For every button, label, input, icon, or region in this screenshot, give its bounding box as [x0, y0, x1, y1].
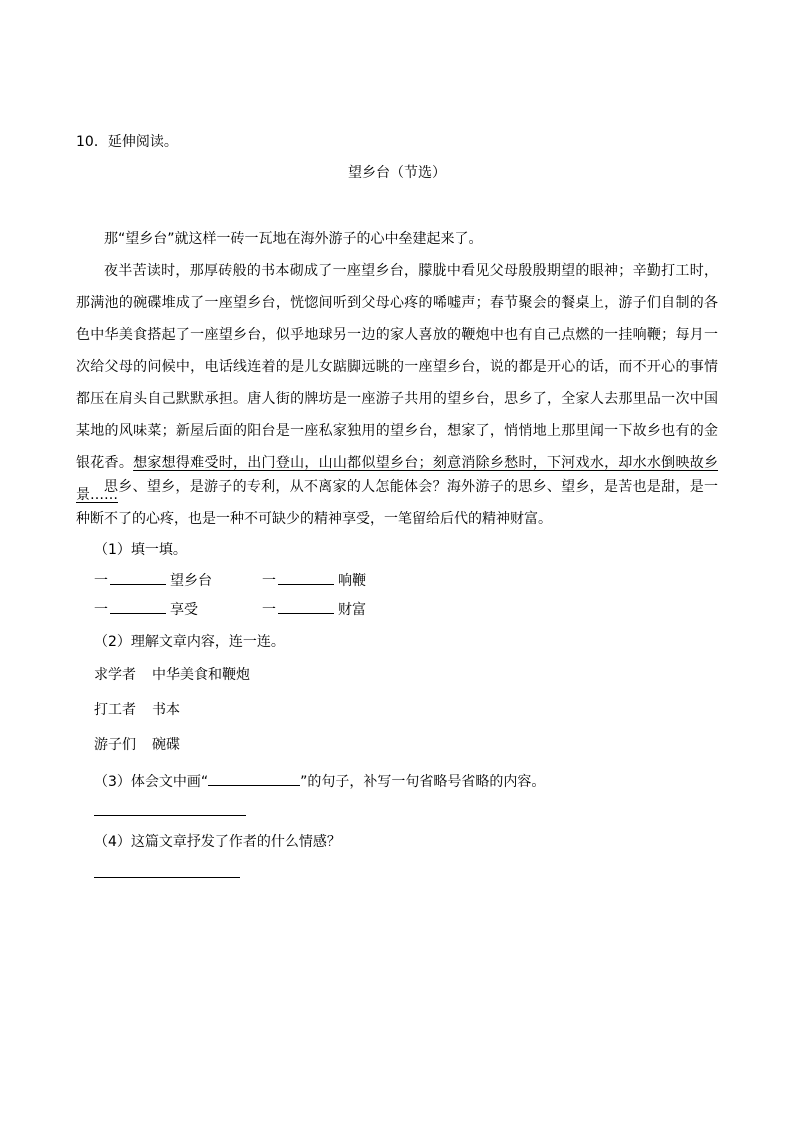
match-left: 打工者	[94, 702, 136, 718]
underlined-sentence: 想家想得难受时，出门登山，山山都似望乡台；刻意消除乡愁时，下河戏水，却水水倒映故乡景……	[76, 455, 719, 503]
fill-item-2	[262, 570, 366, 590]
passage-paragraph-1	[76, 223, 718, 255]
match-row-2	[94, 701, 180, 719]
match-row-3	[94, 736, 180, 754]
part3-label	[94, 771, 545, 791]
fill-prefix: 一	[262, 602, 276, 618]
fill-word: 财富	[338, 602, 366, 618]
fill-blank-3[interactable]	[110, 599, 166, 614]
part4-label: （4）这篇文章抒发了作者的什么情感？	[94, 834, 341, 850]
match-row-1	[94, 666, 250, 684]
part3-label-after: ”的句子，补写一句省略号省略的内容。	[300, 774, 546, 790]
fill-word: 响鞭	[338, 573, 366, 589]
fill-blank-1[interactable]	[110, 570, 166, 585]
match-right: 中华美食和鞭炮	[152, 667, 250, 683]
part1-label: （1）填一填。	[94, 542, 187, 558]
fill-word: 望乡台	[170, 573, 212, 589]
fill-item-3	[94, 599, 198, 619]
passage-title: 望乡台（节选）	[348, 165, 446, 181]
fill-blank-4[interactable]	[278, 599, 334, 614]
fill-item-4	[262, 599, 366, 619]
paragraph-1-text: 那“望乡台”就这样一砖一瓦地在海外游子的心中垒建起来了。	[104, 231, 483, 247]
part2-label: （2）理解文章内容，连一连。	[94, 634, 285, 650]
part3-answer-line[interactable]	[94, 815, 246, 816]
passage-paragraph-3	[76, 471, 718, 535]
fill-word: 享受	[170, 602, 198, 618]
fill-prefix: 一	[94, 602, 108, 618]
match-right: 书本	[152, 702, 180, 718]
fill-prefix: 一	[262, 573, 276, 589]
match-left: 游子们	[94, 737, 136, 753]
fill-blank-2[interactable]	[278, 570, 334, 585]
part3-label-before: （3）体会文中画“	[94, 774, 209, 790]
fill-prefix: 一	[94, 573, 108, 589]
paragraph-3-text: 思乡、望乡，是游子的专利，从不离家的人怎能体会？海外游子的思乡、望乡，是苦也是甜，是一种断不了的心疼，也是一种不可缺少的精神享受，一笔留给后代的精神财富。	[76, 479, 718, 527]
part4-answer-line[interactable]	[94, 877, 240, 878]
fill-item-1	[94, 570, 212, 590]
paragraph-2-text: 夜半苦读时，那厚砖般的书本砌成了一座望乡台，朦胧中看见父母殷殷期望的眼神；辛勤打工时，那满池的碗碟堆成了一座望乡台，恍惚间听到父母心疼的唏嘘声；春节聚会的餐桌上，游子们自制的各色中华美食搭起了一座望乡台，似乎地球另一边的家人喜放的鞭炮中也有自己点燃的一挂响鞭；每月一次给父母的问候中，电话线连着的是儿女踮脚远眺的一座望乡台，说的都是开心的话，而不开心的事情都压在肩头自己默默承担。唐人街的牌坊是一座游子共用的望乡台，思乡了，全家人去那里品一次中国某地的风味菜；新屋后面的阳台是一座私家独用的望乡台，想家了，悄悄地上那里闻一下故乡也有的金银花香。	[76, 263, 718, 471]
underline-marker	[208, 771, 300, 786]
question-number-title: 10．延伸阅读。	[76, 134, 178, 150]
match-right: 碗碟	[152, 737, 180, 753]
match-left: 求学者	[94, 667, 136, 683]
